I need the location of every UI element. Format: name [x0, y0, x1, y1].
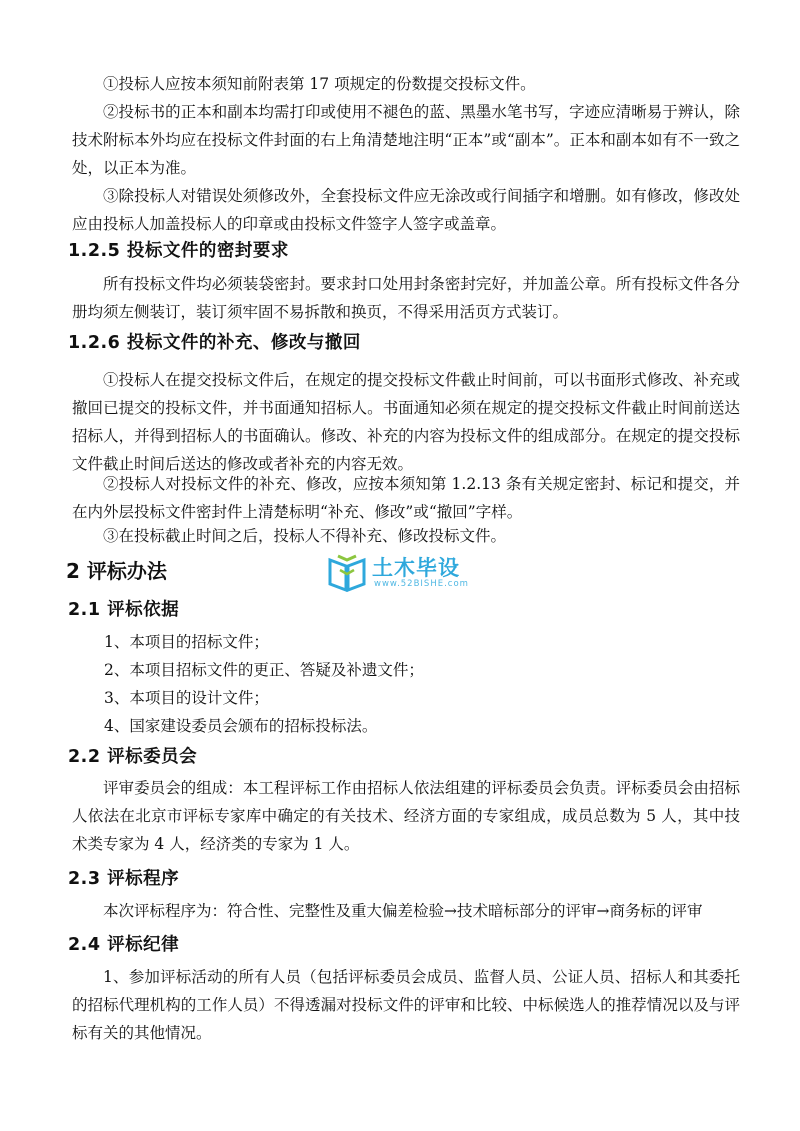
heading-2-bid-evaluation: 2 评标办法: [66, 559, 167, 583]
paragraph-original-and-copies: ②投标书的正本和副本均需打印或使用不褪色的蓝、黑墨水笔书写，字迹应清晰易于辨认，除技术附标本外均应在投标文件封面的右上角清楚地注明“正本”或“副本”。正本和副本如有不一致之处，以正本为准。: [72, 103, 740, 177]
heading-2-4: 2.4 评标纪律: [68, 935, 180, 955]
paragraph-submit-copies: ①投标人应按本须知前附表第 17 项规定的份数提交投标文件。: [103, 75, 536, 93]
list-item: 3、本项目的设计文件；: [104, 689, 269, 707]
heading-1-2-6: 1.2.6 投标文件的补充、修改与撤回: [68, 333, 361, 353]
heading-2-1: 2.1 评标依据: [68, 600, 180, 620]
paragraph-sealing: 所有投标文件均必须装袋密封。要求封口处用封条密封完好，并加盖公章。所有投标文件各分册均须左侧装订，装订须牢固不易拆散和换页，不得采用活页方式装订。: [72, 275, 740, 321]
paragraph-committee: 评审委员会的组成：本工程评标工作由招标人依法组建的评标委员会负责。评标委员会由招标人依法在北京市评标专家库中确定的有关技术、经济方面的专家组成，成员总数为 5 人，其中技术类专家为 4 人，经济类的专家为 1 人。: [72, 779, 740, 853]
paragraph-no-alterations: ③除投标人对错误处须修改外，全套投标文件应无涂改或行间插字和增删。如有修改，修改处应由投标人加盖投标人的印章或由投标文件签字人签字或盖章。: [72, 187, 740, 233]
list-item: 2、本项目招标文件的更正、答疑及补遗文件；: [104, 661, 424, 679]
heading-2-2: 2.2 评标委员会: [68, 747, 198, 767]
book-logo-icon: [326, 552, 368, 592]
watermark-title: 土木毕设: [372, 556, 460, 580]
heading-1-2-5: 1.2.5 投标文件的密封要求: [68, 241, 289, 261]
list-item: 4、国家建设委员会颁布的招标投标法。: [104, 717, 378, 735]
paragraph-procedure: 本次评标程序为：符合性、完整性及重大偏差检验→技术暗标部分的评审→商务标的评审: [103, 902, 703, 920]
heading-2-3: 2.3 评标程序: [68, 869, 180, 889]
paragraph-modify-withdraw-2: ②投标人对投标文件的补充、修改，应按本须知第 1.2.13 条有关规定密封、标记和提交，并在内外层投标文件密封件上清楚标明“补充、修改”或“撤回”字样。: [72, 475, 740, 521]
paragraph-modify-withdraw-3: ③在投标截止时间之后，投标人不得补充、修改投标文件。: [103, 527, 507, 545]
watermark-url: www.52BISHE.com: [374, 579, 469, 589]
paragraph-discipline: 1、参加评标活动的所有人员（包括评标委员会成员、监督人员、公证人员、招标人和其委托的招标代理机构的工作人员）不得透漏对投标文件的评审和比较、中标候选人的推荐情况以及与评标有关的其他情况。: [72, 968, 740, 1042]
list-item: 1、本项目的招标文件；: [104, 633, 269, 651]
watermark-logo: [322, 550, 482, 594]
paragraph-modify-withdraw-1: ①投标人在提交投标文件后，在规定的提交投标文件截止时间前，可以书面形式修改、补充或撤回已提交的投标文件，并书面通知招标人。书面通知必须在规定的提交投标文件截止时间前送达招标人，并得到招标人的书面确认。修改、补充的内容为投标文件的组成部分。在规定的提交投标文件截止时间后送达的修改或者补充的内容无效。: [72, 371, 740, 473]
